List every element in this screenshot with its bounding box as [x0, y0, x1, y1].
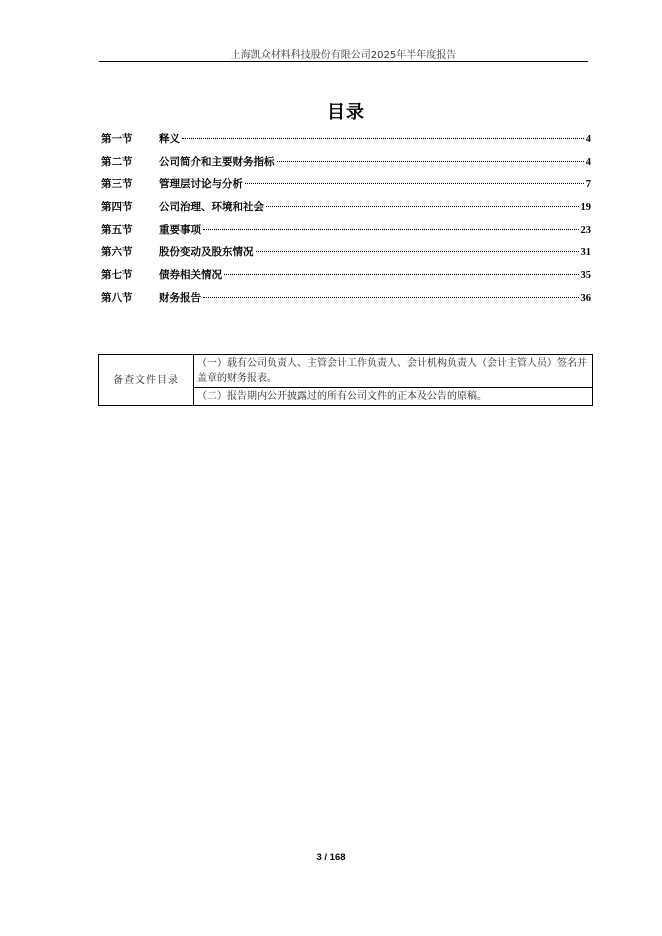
toc-entry[interactable] [101, 154, 591, 177]
toc-leader-dots [266, 206, 579, 207]
reference-documents-label: 备查文件目录 [99, 355, 194, 406]
toc-section-title: 管理层讨论与分析 [159, 178, 243, 191]
toc-leader-dots [224, 274, 579, 275]
report-header: 上海凯众材料科技股份有限公司2025年半年度报告 [230, 50, 457, 61]
table-of-contents [101, 131, 591, 313]
toc-section-title: 重要事项 [159, 223, 201, 236]
toc-page-number: 19 [580, 202, 591, 214]
toc-section-title: 财务报告 [159, 291, 201, 304]
toc-leader-dots [182, 138, 584, 139]
toc-section-number: 第三节 [101, 178, 133, 191]
toc-section-number: 第四节 [101, 201, 133, 214]
toc-section-number: 第一节 [101, 133, 133, 145]
toc-section-number: 第五节 [101, 223, 133, 236]
toc-section-title: 债券相关情况 [159, 269, 222, 282]
toc-entry[interactable] [101, 222, 591, 245]
reference-document-item: （二）报告期内公开披露过的所有公司文件的正本及公告的原稿。 [194, 388, 593, 406]
toc-section-number: 第六节 [101, 246, 133, 259]
toc-leader-dots [203, 297, 579, 298]
table-row [99, 355, 593, 388]
reference-documents-table [98, 354, 593, 406]
toc-entry[interactable] [101, 176, 591, 199]
toc-page-number: 4 [585, 134, 591, 145]
toc-leader-dots [256, 251, 579, 252]
toc-entry[interactable] [101, 199, 591, 222]
toc-leader-dots [245, 183, 584, 184]
toc-section-number: 第八节 [101, 291, 133, 304]
toc-entry[interactable] [101, 290, 591, 313]
toc-section-title: 公司治理、环境和社会 [159, 201, 264, 214]
toc-section-title: 公司简介和主要财务指标 [159, 155, 275, 168]
toc-section-title: 释义 [159, 133, 180, 145]
reference-document-item: （一）载有公司负责人、主管会计工作负责人、会计机构负责人（会计主管人员）签名并盖章的财务报表。 [194, 355, 593, 388]
toc-entry[interactable] [101, 244, 591, 267]
toc-page-number: 4 [585, 156, 591, 168]
header-divider [99, 61, 588, 62]
page-number-footer: 3 / 168 [316, 852, 346, 863]
toc-page-number: 7 [585, 179, 591, 191]
toc-page-number: 23 [580, 224, 591, 236]
toc-section-number: 第七节 [101, 269, 133, 282]
toc-page-number: 35 [580, 270, 591, 282]
toc-section-number: 第二节 [101, 155, 133, 168]
toc-section-title: 股份变动及股东情况 [159, 246, 254, 259]
toc-entry[interactable] [101, 131, 591, 154]
page-title: 目录 [327, 102, 365, 123]
toc-leader-dots [203, 229, 579, 230]
toc-page-number: 31 [580, 247, 591, 259]
toc-leader-dots [277, 161, 584, 162]
toc-entry[interactable] [101, 267, 591, 290]
toc-page-number: 36 [580, 292, 591, 304]
